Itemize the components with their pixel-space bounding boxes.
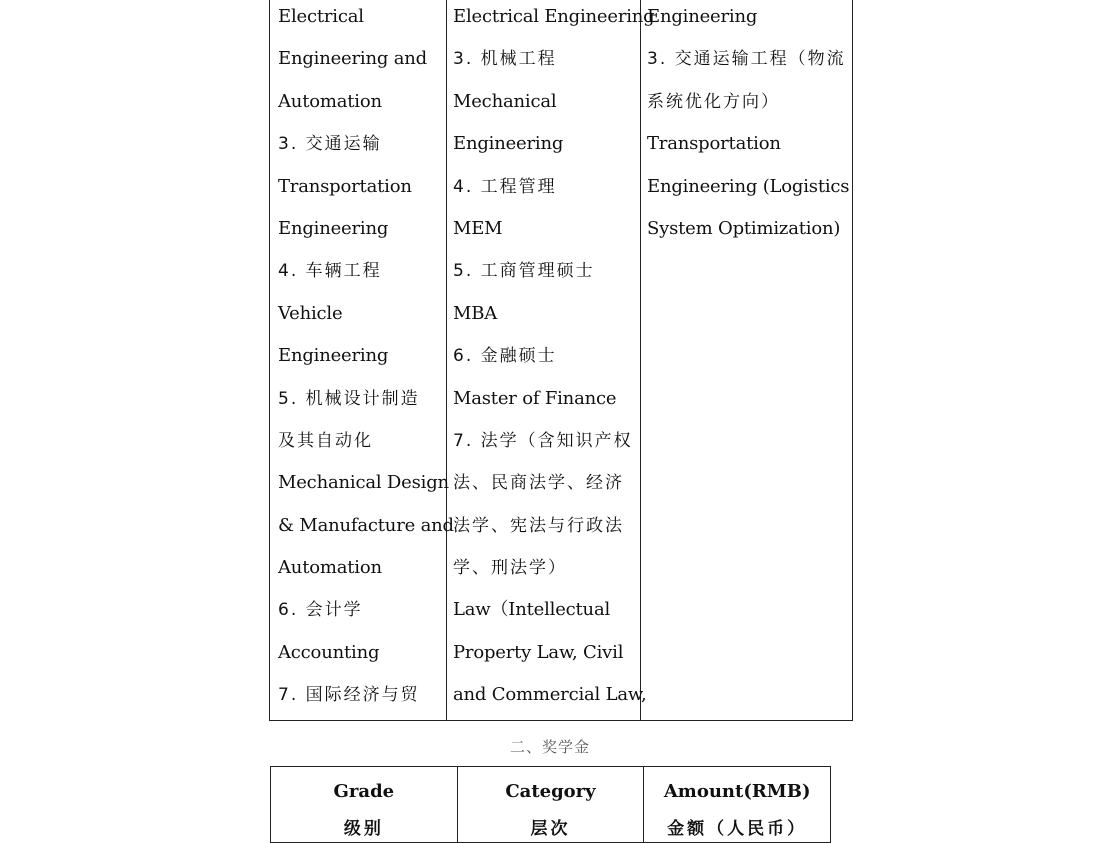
- major-line: Transportation: [647, 133, 781, 155]
- major-line: 3. 交通运输工程（物流: [647, 49, 846, 70]
- major-line: Engineering: [278, 217, 389, 239]
- major-line: System Optimization): [647, 217, 841, 239]
- major-line: 系统优化方向）: [647, 91, 780, 112]
- category-header: [457, 767, 644, 843]
- major-line: 7. 法学（含知识产权: [453, 430, 633, 451]
- grade-header: [271, 767, 458, 843]
- major-line: Engineering: [453, 133, 564, 155]
- major-line: Engineering: [278, 345, 389, 367]
- scholarship-heading: 二、奖学金: [509, 738, 590, 756]
- undergraduate-majors-cell: [270, 0, 454, 720]
- major-line: 学、刑法学）: [453, 558, 567, 579]
- scholarship-table: [270, 766, 831, 843]
- major-line: & Manufacture and: [278, 514, 454, 536]
- major-line: Engineering (Logistics: [647, 175, 850, 197]
- amount-header-en: Amount(RMB): [663, 781, 811, 802]
- major-line: 法、民商法学、经济: [453, 473, 624, 494]
- amount-header: [644, 767, 831, 843]
- major-line: MEM: [453, 217, 503, 239]
- major-line: Automation: [278, 90, 382, 112]
- major-line: Vehicle: [278, 302, 343, 324]
- table-row: [270, 0, 853, 720]
- major-line: 7. 国际经济与贸: [278, 685, 420, 706]
- major-line: Master of Finance: [453, 387, 617, 409]
- major-line: Transportation: [278, 175, 412, 197]
- undergraduate-majors-list: [278, 0, 454, 720]
- amount-header-cn: 金额（人民币）: [667, 819, 808, 839]
- grade-header-en: Grade: [333, 781, 395, 802]
- major-line: Automation: [278, 557, 382, 579]
- majors-table: [269, 0, 853, 721]
- major-line: Electrical Engineering: [453, 6, 655, 27]
- major-line: 3. 交通运输: [278, 134, 382, 155]
- doctoral-majors-list: [647, 0, 852, 253]
- major-line: 法学、宪法与行政法: [453, 515, 624, 536]
- major-line: MBA: [453, 302, 498, 324]
- major-line: Law（Intellectual: [453, 599, 611, 621]
- major-line: Property Law, Civil: [453, 641, 624, 663]
- major-line: 5. 工商管理硕士: [453, 261, 595, 282]
- major-line: 6. 金融硕士: [453, 346, 557, 367]
- major-line: Engineering and: [278, 48, 427, 70]
- major-line: 3. 机械工程: [453, 49, 557, 70]
- major-line: Mechanical Design: [278, 472, 449, 494]
- major-line: 4. 车辆工程: [278, 261, 382, 282]
- major-line: Accounting: [278, 641, 380, 663]
- major-line: and Commercial Law,: [453, 684, 647, 706]
- doctoral-majors-cell: [641, 0, 853, 720]
- master-majors-cell: [447, 0, 655, 720]
- major-line: Engineering: [647, 6, 758, 27]
- master-majors-list: [453, 0, 655, 720]
- major-line: 及其自动化: [278, 430, 373, 451]
- major-line: 5. 机械设计制造: [278, 388, 420, 409]
- table-header-row: [271, 767, 831, 843]
- category-header-en: Category: [505, 781, 596, 802]
- category-header-cn: 层次: [530, 819, 571, 839]
- major-line: 6. 会计学: [278, 600, 363, 621]
- major-line: Electrical: [278, 6, 364, 27]
- major-line: Mechanical: [453, 90, 557, 112]
- grade-header-cn: 级别: [343, 819, 384, 839]
- major-line: 4. 工程管理: [453, 176, 557, 197]
